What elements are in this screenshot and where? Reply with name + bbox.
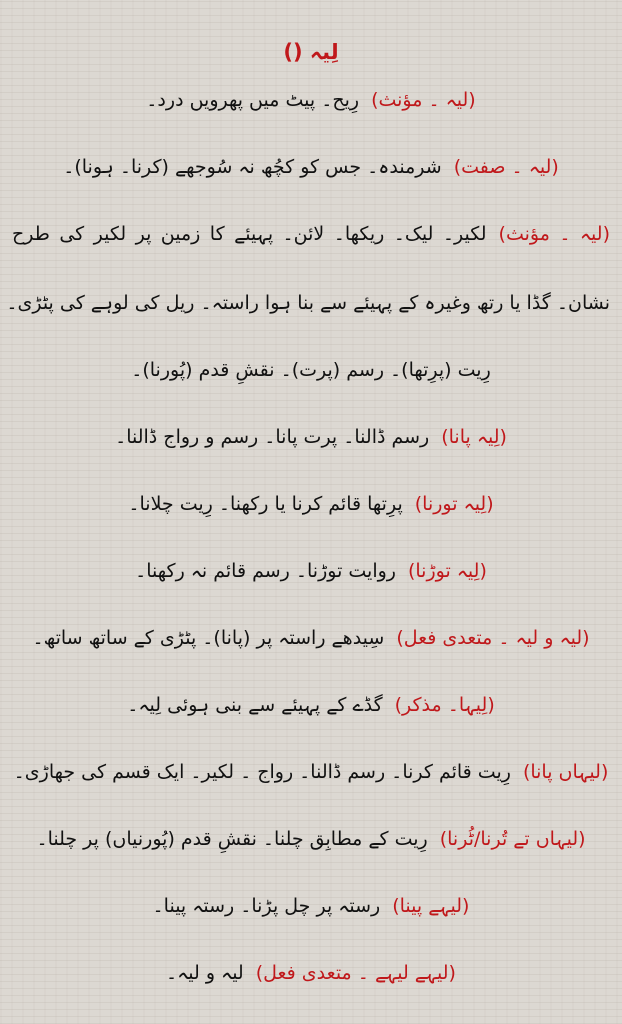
page-title: لِیہ () bbox=[283, 40, 339, 64]
entry-definition: رِیت قائم کرنا۔ رسم ڈالنا۔ رواج ۔ لکیر۔ ایک قسم کی جھاڑی۔ bbox=[13, 761, 511, 783]
entry-7 bbox=[12, 555, 610, 587]
entry-definition: رِیت کے مطابِق چلنا۔ نقشِ قدم (پُورنیاں) پر چلنا۔ bbox=[36, 828, 428, 850]
entry-list bbox=[6, 84, 610, 989]
entry-definition: رستہ پر چل پڑنا۔ رستہ پینا۔ bbox=[152, 895, 381, 917]
entry-definition: رسم ڈالنا۔ پرت پانا۔ رسم و رواج ڈالنا۔ bbox=[115, 426, 430, 448]
entry-3 bbox=[6, 218, 610, 319]
entry-headword: (لیہے لیہے ۔ متعدی فعل) bbox=[255, 962, 456, 984]
entry-13 bbox=[12, 957, 610, 989]
entry-headword: (لیہ ۔ صفت) bbox=[453, 156, 559, 178]
entry-headword: (لِیہ پانا) bbox=[441, 426, 507, 448]
entry-10 bbox=[12, 756, 610, 788]
entry-headword: (لیہ و لیہ ۔ متعدی فعل) bbox=[396, 627, 590, 649]
entry-11 bbox=[12, 823, 610, 855]
entry-headword: (لیہ ۔ مؤنث) bbox=[498, 223, 610, 245]
entry-definition: رِیح۔ پیٹ میں پھرویں درد۔ bbox=[146, 89, 360, 111]
entry-headword: (لیہے پینا) bbox=[392, 895, 470, 917]
entry-5 bbox=[12, 421, 610, 453]
entry-12 bbox=[12, 890, 610, 922]
entry-definition: پرِتھا قائم کرنا یا رکھنا۔ رِیت چلانا۔ bbox=[128, 493, 403, 515]
entry-headword: (لیہاں پانا) bbox=[522, 761, 609, 783]
entry-definition: سِیدھے راستہ پر (پانا)۔ پٹڑی کے ساتھ ساتھ۔ bbox=[32, 627, 385, 649]
entry-headword: (لِیہا۔ مذکر) bbox=[394, 694, 495, 716]
entry-6 bbox=[12, 488, 610, 520]
entry-4 bbox=[12, 354, 610, 386]
entry-2 bbox=[12, 151, 610, 183]
entry-definition: شرمندہ۔ جس کو کچُھ نہ سُوجھے (کرنا۔ ہونا)۔ bbox=[63, 156, 442, 178]
entry-definition: لکیر۔ لیک۔ ریکھا۔ لائن۔ پہیئے کا زمین پر لکیر کی طرح bbox=[12, 223, 487, 245]
entry-8 bbox=[12, 622, 610, 654]
entry-headword: (لیہاں تے تُرنا/ٹُرنا) bbox=[439, 828, 586, 850]
entry-headword: (لِیہ تورنا) bbox=[414, 493, 494, 515]
entry-definition: گڈے کے پہیئے سے بنی ہوئی لِیہ۔ bbox=[127, 694, 383, 716]
entry-line-2 bbox=[6, 287, 610, 319]
entry-9 bbox=[12, 689, 610, 721]
entry-1 bbox=[12, 84, 610, 116]
entry-headword: (لِیہ توڑنا) bbox=[407, 560, 487, 582]
entry-definition: رِیت (پرِتھا)۔ رسم (پرت)۔ نقشِ قدم (پُورنا)۔ bbox=[131, 359, 491, 381]
entry-line-1 bbox=[12, 218, 610, 250]
entry-headword: (لیہ ۔ مؤنث) bbox=[371, 89, 476, 111]
entry-definition: روایت توڑنا۔ رسم قائم نہ رکھنا۔ bbox=[135, 560, 396, 582]
entry-definition-continued: نشان۔ گڈا یا رتھ وغیرہ کے پہیئے سے بنا ہوا راستہ۔ ریل کی لوہے کی پٹڑی۔ bbox=[6, 292, 610, 314]
entry-definition: لیہ و لیہ۔ bbox=[166, 962, 244, 984]
